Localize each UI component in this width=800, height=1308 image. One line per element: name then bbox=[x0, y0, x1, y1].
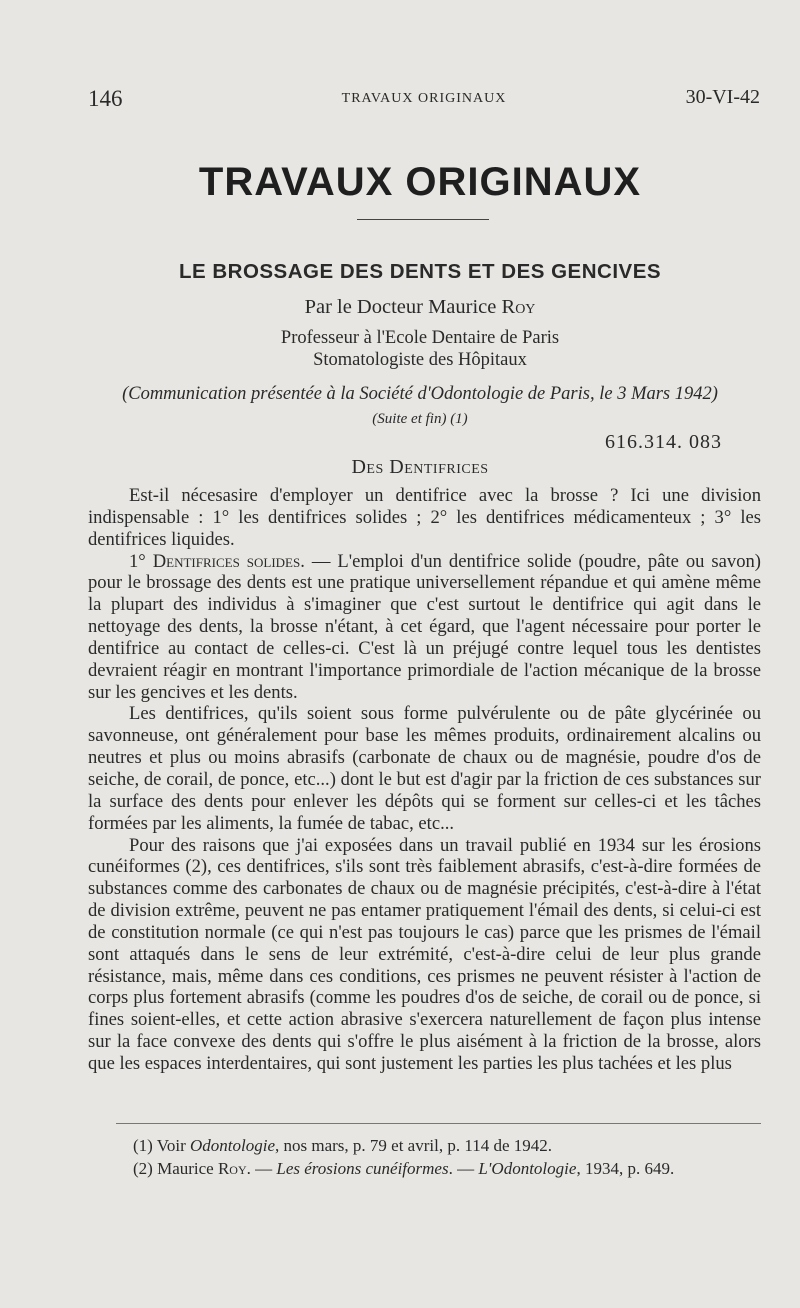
footnote-rule bbox=[116, 1123, 761, 1124]
author-prefix: Par le Docteur Maurice bbox=[304, 296, 502, 318]
footnote-number: (2) bbox=[133, 1159, 153, 1178]
footnote-text: . — bbox=[448, 1159, 479, 1178]
section-heading: Des Dentifrices bbox=[351, 456, 489, 478]
footnote-text: Voir bbox=[152, 1136, 190, 1155]
footnote-text: . — bbox=[246, 1159, 277, 1178]
paragraph-text: — L'emploi d'un dentifrice solide (poudre, pâte ou savon) pour le brossage des dents est une pratique universellement répandue et qui amène même la plupart des individus à s'imaginer que c'est surtout le dentifrice qui agit dans le nettoyage des dents, la brosse n'étant, à cet égard, que l'agent nécessaire pour porter le dentifrice au contact de celles-ci. C'est là un préjugé contre lequel tous les dentistes devraient réagir en montrant l'importance primordiale de l'action mécanique de la brosse sur les gencives et les dents. bbox=[88, 550, 761, 703]
author-affiliation-1: Professeur à l'Ecole Dentaire de Paris bbox=[280, 328, 560, 348]
paragraph: Est-il nécesasire d'employer un dentifrice avec la brosse ? Ici une division indispensable : 1° les dentifrices solides ; 2° les dentifrices médicamenteux ; 3° les dentifrices liquides. bbox=[88, 485, 761, 550]
article-title: LE BROSSAGE DES DENTS ET DES GENCIVES bbox=[178, 260, 662, 283]
running-title: TRAVAUX ORIGINAUX bbox=[341, 91, 507, 106]
footnote-journal: Odontologie bbox=[190, 1136, 275, 1155]
footnote-text: , 1934, p. 649. bbox=[576, 1159, 675, 1178]
continuation-note: (Suite et fin) (1) bbox=[372, 411, 468, 427]
footnote-1 bbox=[133, 1136, 552, 1156]
issue-date: 30-VI-42 bbox=[685, 86, 760, 108]
footnote-number: (1) bbox=[133, 1136, 153, 1155]
paragraph: Pour des raisons que j'ai exposées dans un travail publié en 1934 sur les érosions cunéiformes (2), ces dentifrices, s'ils sont très faiblement abrasifs, c'est-à-dire formées de substances comme des carbonates de chaux ou de magnésie précipités, c'est-à-dire à l'état de division extrême, peuvent ne pas entamer pratiquement l'émail des dents, si celui-ci est de constitution normale (ce qui n'est pas toujours le cas) parce que les prismes de l'émail sont attaqués dans le sens de leur extrémité, c'est-à-dire celui de leur plus grande résistance, mais, même dans ces conditions, ces prismes ne peuvent résister à l'action de corps plus fortement abrasifs (comme les poudres d'os de seiche, de corail ou de ponce, si fines soient-elles, et cette action abrasive s'exercera naturellement de façon plus intense sur la face convexe des dents qui s'offre le plus aisément à la friction de la brosse, alors que les espaces interdentaires, qui sont justement les parties les plus tachées et les plus bbox=[88, 834, 761, 1074]
author-affiliation-2: Stomatologiste des Hôpitaux bbox=[313, 350, 527, 370]
footnote-text: , nos mars, p. 79 et avril, p. 114 de 1942. bbox=[275, 1136, 552, 1155]
title-rule bbox=[357, 219, 489, 220]
footnote-2 bbox=[133, 1159, 674, 1179]
paragraph bbox=[88, 551, 761, 704]
footnote-text: Maurice bbox=[152, 1159, 218, 1178]
classification-number: 616.314. 083 bbox=[605, 431, 722, 453]
paragraph: Les dentifrices, qu'ils soient sous forme pulvérulente ou de pâte glycérinée ou savonneuse, ont généralement pour base les mêmes produits, ordinairement alcalins ou neutres et plus ou moins abrasifs (carbonate de chaux ou de magnésie, poudre d'os de seiche, de corail, de ponce, etc...) dont le but est d'agir par la friction de ces substances sur la surface des dents pour enlever les dépôts qui se forment sur celles-ci et les tâches formées par les aliments, la fumée de tabac, etc... bbox=[88, 703, 761, 834]
footnote-journal: L'Odontologie bbox=[478, 1159, 577, 1178]
author-line bbox=[0, 296, 800, 319]
footnote-author: Roy bbox=[217, 1159, 247, 1178]
running-head bbox=[88, 86, 760, 110]
paragraph-lead: 1° Dentifrices solides. bbox=[129, 550, 305, 572]
main-title: TRAVAUX ORIGINAUX bbox=[198, 160, 642, 204]
communication-note: (Communication présentée à la Société d'Odontologie de Paris, le 3 Mars 1942) bbox=[122, 384, 718, 404]
author-surname: Roy bbox=[501, 296, 536, 318]
article-body bbox=[88, 485, 761, 1075]
page-number: 146 bbox=[88, 86, 123, 111]
footnote-title: Les érosions cunéiformes bbox=[276, 1159, 449, 1178]
